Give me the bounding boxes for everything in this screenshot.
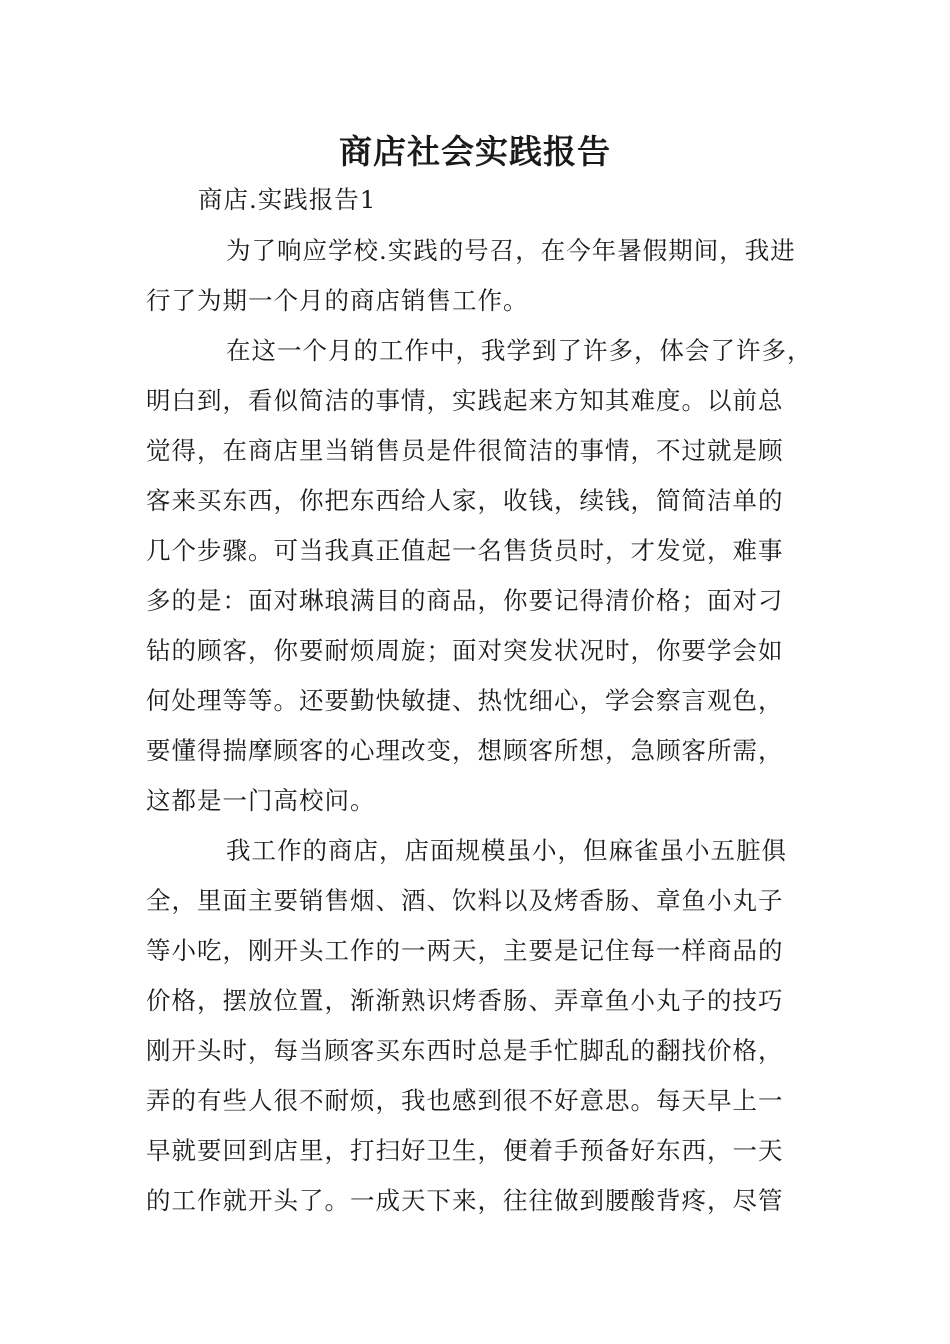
document-subtitle: 商店.实践报告1 (198, 185, 377, 214)
paragraph-line: 为了响应学校.实践的号召，在今年暑假期间，我进 (226, 236, 796, 265)
paragraph-line: 觉得，在商店里当销售员是件很简洁的事情，不过就是顾 (146, 436, 784, 465)
paragraph-line: 多的是：面对琳琅满目的商品，你要记得清价格；面对刁 (146, 586, 784, 615)
paragraph-line: 在这一个月的工作中，我学到了许多，体会了许多， (226, 336, 813, 365)
paragraph-line: 全，里面主要销售烟、酒、饮料以及烤香肠、章鱼小丸子 (146, 886, 784, 915)
paragraph-line: 几个步骤。可当我真正值起一名售货员时，才发觉，难事 (146, 536, 784, 565)
paragraph-line: 弄的有些人很不耐烦，我也感到很不好意思。每天早上一 (146, 1086, 784, 1115)
paragraph-line: 的工作就开头了。一成天下来，往往做到腰酸背疼，尽管 (146, 1186, 784, 1215)
paragraph-line: 客来买东西，你把东西给人家，收钱，续钱，简简洁单的 (146, 486, 784, 515)
paragraph-line: 等小吃，刚开头工作的一两天，主要是记住每一样商品的 (146, 936, 784, 965)
paragraph-line: 行了为期一个月的商店销售工作。 (146, 286, 529, 315)
paragraph-line: 何处理等等。还要勤快敏捷、热忱细心，学会察言观色， (146, 686, 784, 715)
paragraph-line: 这都是一门高校问。 (146, 786, 376, 815)
paragraph-line: 我工作的商店，店面规模虽小，但麻雀虽小五脏俱 (226, 836, 787, 865)
paragraph-line: 早就要回到店里，打扫好卫生，便着手预备好东西，一天 (146, 1136, 784, 1165)
paragraph-line: 钻的顾客，你要耐烦周旋；面对突发状况时，你要学会如 (146, 636, 784, 665)
paragraph-line: 价格，摆放位置，渐渐熟识烤香肠、弄章鱼小丸子的技巧 (146, 986, 784, 1015)
paragraph-line: 明白到，看似简洁的事情，实践起来方知其难度。以前总 (146, 386, 784, 415)
paragraph-line: 要懂得揣摩顾客的心理改变，想顾客所想，急顾客所需， (146, 736, 784, 765)
paragraph-line: 刚开头时，每当顾客买东西时总是手忙脚乱的翻找价格， (146, 1036, 784, 1065)
document-title: 商店社会实践报告 (339, 132, 611, 171)
